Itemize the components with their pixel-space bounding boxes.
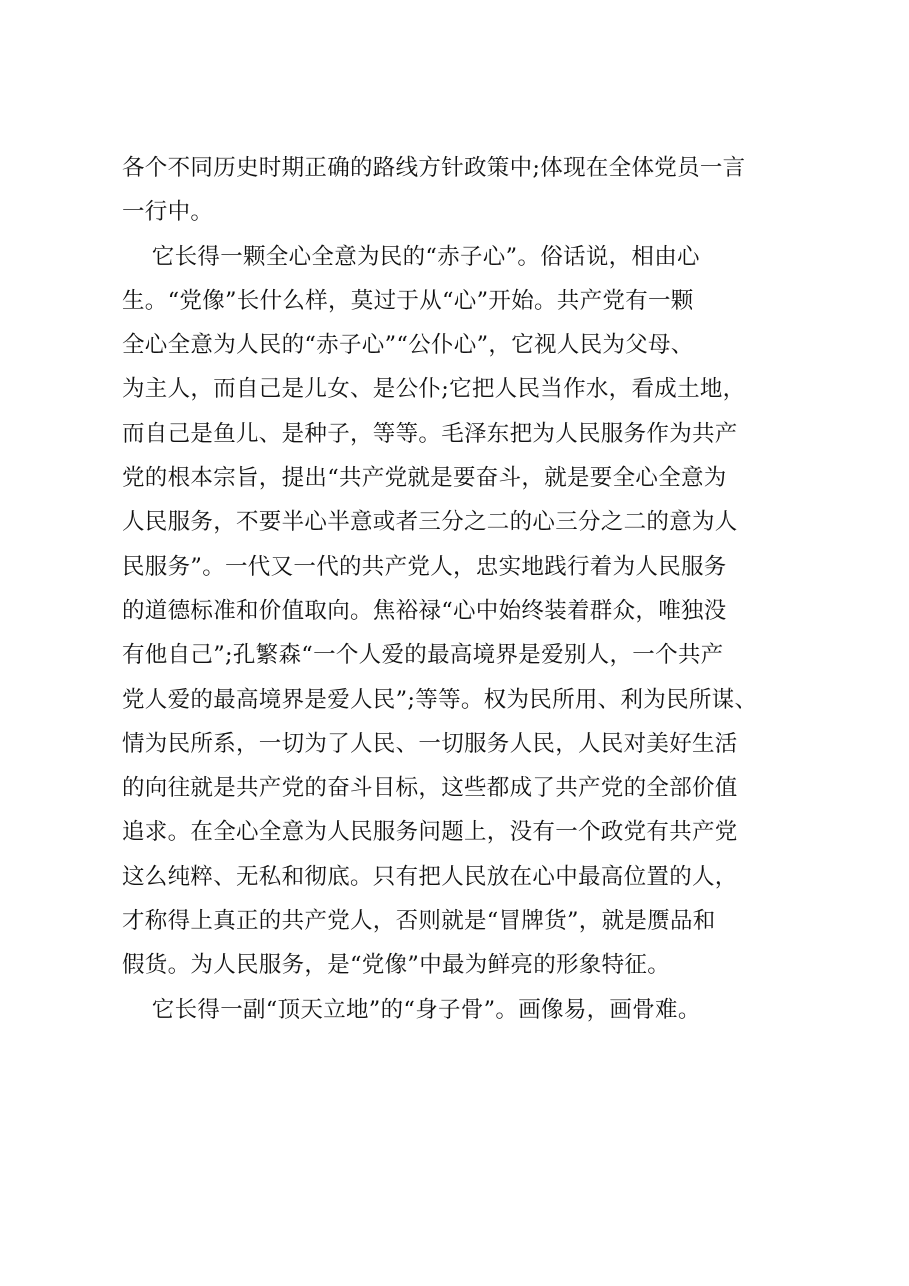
text-line: 情为民所系，一切为了人民、一切服务人民，人民对美好生活: [122, 730, 738, 757]
text-line: 一行中。: [122, 199, 214, 226]
text-line: 才称得上真正的共产党人，否则就是“冒牌货”，就是赝品和: [122, 908, 716, 935]
text-line: 党的根本宗旨，提出“共产党就是要奋斗，就是要全心全意为: [122, 465, 727, 492]
text-line: 假货。为人民服务，是“党像”中最为鲜亮的形象特征。: [122, 952, 671, 979]
text-line: 它长得一颗全心全意为民的“赤子心”。俗话说，相由心: [122, 243, 700, 270]
text-line: 人民服务，不要半心半意或者三分之二的心三分之二的意为人: [122, 509, 738, 536]
text-line: 的道德标准和价值取向。焦裕禄“心中始终装着群众，唯独没: [122, 597, 727, 624]
text-line: 的向往就是共产党的奋斗目标，这些都成了共产党的全部价值: [122, 775, 738, 802]
text-line: 这么纯粹、无私和彻底。只有把人民放在心中最高位置的人，: [122, 863, 738, 890]
text-line: 追求。在全心全意为人民服务问题上，没有一个政党有共产党: [122, 819, 738, 846]
document-body: [122, 146, 822, 1032]
text-line: 各个不同历史时期正确的路线方针政策中;体现在全体党员一言: [122, 155, 746, 181]
text-line: 它长得一副“顶天立地”的“身子骨”。画像易，画骨难。: [122, 996, 701, 1023]
text-line: 而自己是鱼儿、是种子，等等。毛泽东把为人民服务作为共产: [122, 420, 738, 447]
text-line: 为主人，而自己是儿女、是公仆;它把人民当作水，看成土地，: [122, 376, 746, 403]
text-line: 全心全意为人民的“赤子心”“公仆心”，它视人民为父母、: [122, 332, 694, 359]
text-line: 党人爱的最高境界是爱人民”;等等。权为民所用、利为民所谋、: [122, 686, 758, 713]
text-line: 有他自己”;孔繁森“一个人爱的最高境界是爱别人，一个共产: [122, 642, 724, 669]
text-line: 生。“党像”长什么样，莫过于从“心”开始。共产党有一颗: [122, 287, 694, 314]
text-line: 民服务”。一代又一代的共产党人，忠实地践行着为人民服务: [122, 553, 727, 580]
